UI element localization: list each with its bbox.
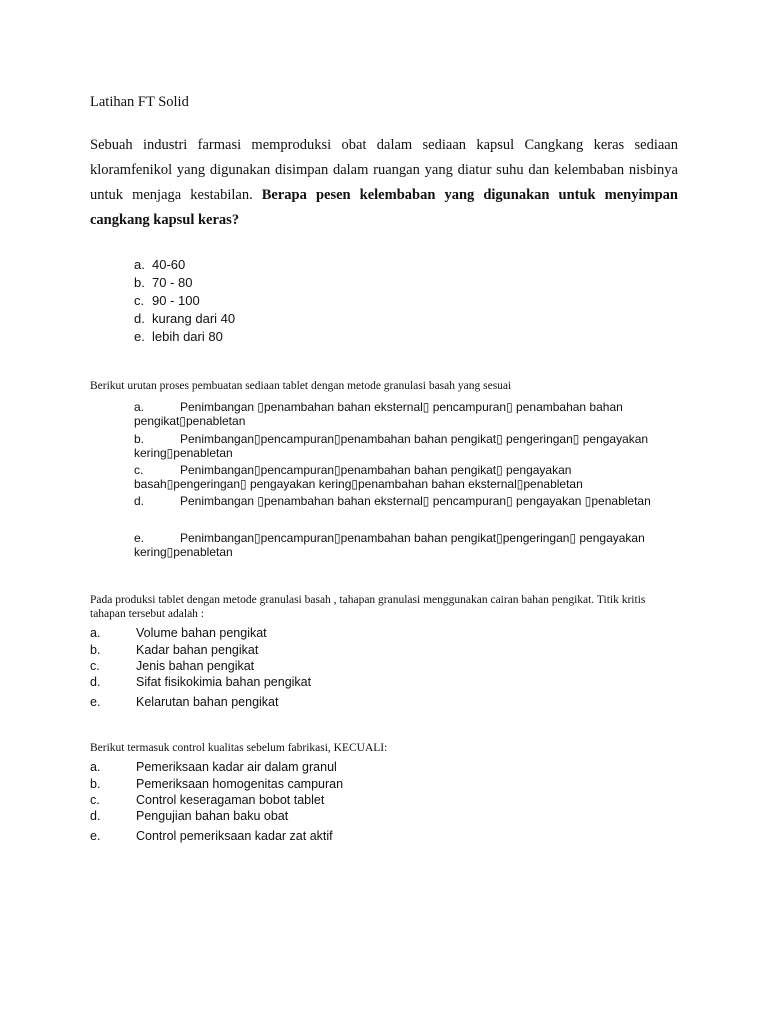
question-1-text <box>90 133 678 233</box>
option-d: d. Penimbangan ▯penambahan bahan eksternal▯ pencampuran▯ pengayakan ▯penabletan <box>134 494 651 508</box>
option-b: b. Kadar bahan pengikat <box>90 643 259 657</box>
question-1-body: Sebuah industri farmasi memproduksi obat dalam sediaan kapsul Cangkang keras sediaan kloramfenikol yang digunakan disimpan dalam ruangan yang diatur suhu dan kelembaban nisbinya untuk menjaga kestabilan. <box>90 137 678 203</box>
option-e: e. Kelarutan bahan pengikat <box>90 695 279 709</box>
page-title: Latihan FT Solid <box>90 94 189 110</box>
question-1-bold: Berapa pesen kelembaban yang digunakan untuk menyimpan cangkang kapsul keras? <box>90 187 678 228</box>
option-c: c. Penimbangan▯pencampuran▯penambahan bahan pengikat▯ pengayakan basah▯pengeringan▯ pengayakan kering▯penambahan bahan eksternal▯penabletan <box>134 463 583 491</box>
option-e: e. Control pemeriksaan kadar zat aktif <box>90 829 333 843</box>
option-a: a. Penimbangan ▯penambahan bahan eksternal▯ pencampuran▯ penambahan bahan pengikat▯penabletan <box>134 400 623 428</box>
question-4-text: Berikut termasuk control kualitas sebelum fabrikasi, KECUALI: <box>90 742 388 754</box>
option-d: d. Pengujian bahan baku obat <box>90 809 289 823</box>
option-b: b. 70 - 80 <box>134 275 193 290</box>
option-d: d. Sifat fisikokimia bahan pengikat <box>90 675 312 689</box>
question-3-text: Pada produksi tablet dengan metode granulasi basah , tahapan granulasi menggunakan cairan bahan pengikat. Titik kritis tahapan tersebut adalah : <box>90 594 646 620</box>
question-2-text: Berikut urutan proses pembuatan sediaan tablet dengan metode granulasi basah yang sesuai <box>90 380 512 392</box>
option-e: e. lebih dari 80 <box>134 329 223 344</box>
option-b: b. Penimbangan▯pencampuran▯penambahan bahan pengikat▯ pengeringan▯ pengayakan kering▯penabletan <box>134 432 649 460</box>
option-b: b. Pemeriksaan homogenitas campuran <box>90 777 344 791</box>
option-a: a. 40-60 <box>134 257 186 272</box>
option-c: c. Jenis bahan pengikat <box>90 659 255 673</box>
option-c: c. Control keseragaman bobot tablet <box>90 793 325 807</box>
question-1-options <box>134 256 235 346</box>
option-d: d. kurang dari 40 <box>134 311 236 326</box>
option-c: c. 90 - 100 <box>134 293 200 308</box>
option-a: a. Pemeriksaan kadar air dalam granul <box>90 760 337 774</box>
option-a: a. Volume bahan pengikat <box>90 626 267 640</box>
option-e: e. Penimbangan▯pencampuran▯penambahan bahan pengikat▯pengeringan▯ pengayakan kering▯penabletan <box>134 531 645 559</box>
